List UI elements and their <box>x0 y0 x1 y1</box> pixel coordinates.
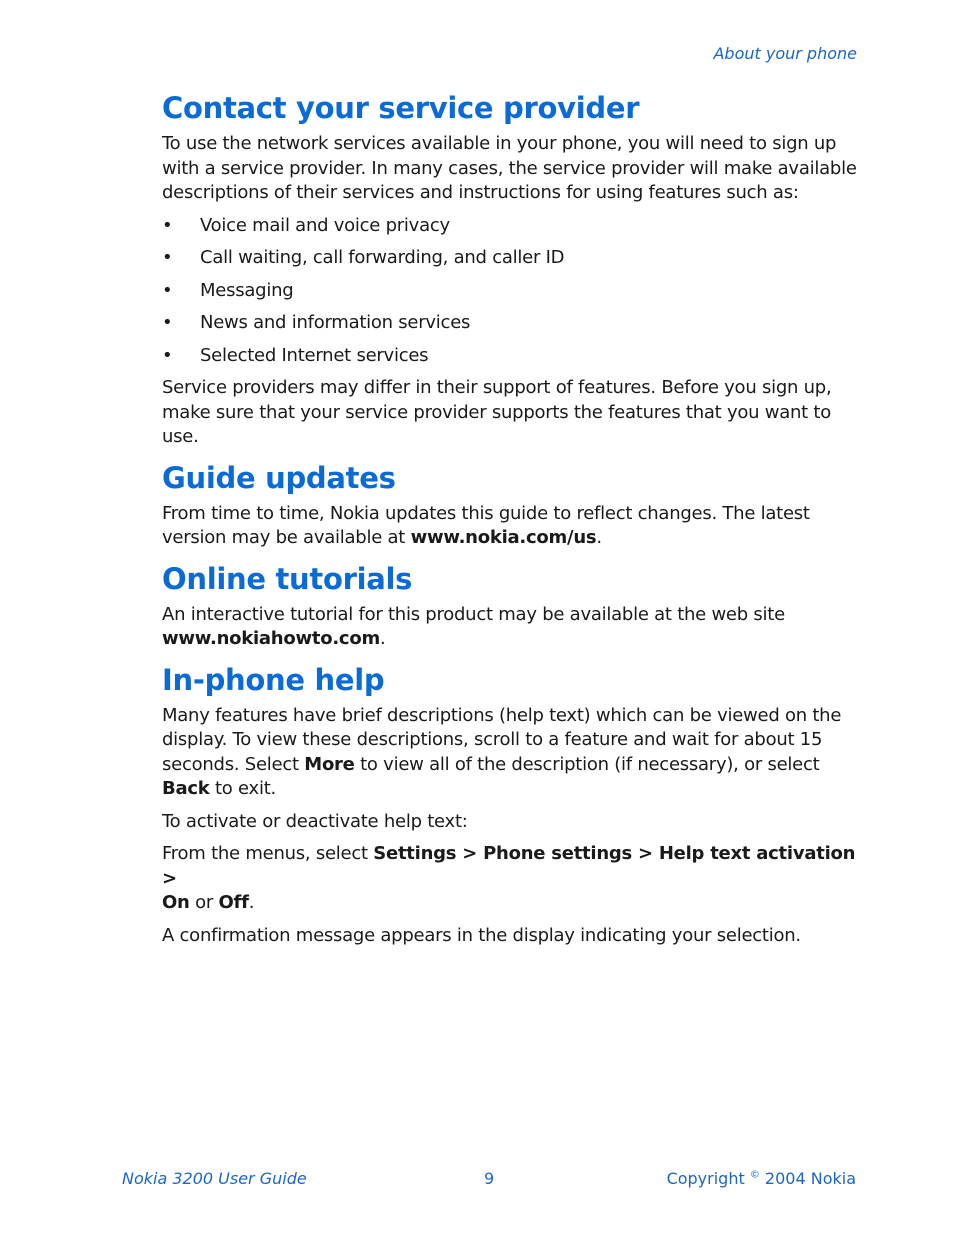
guide-updates-text-part: From time to time, Nokia updates this guide to reflect changes. The latest version may be available at <box>162 502 810 548</box>
section-contact-provider <box>162 88 862 450</box>
menu-path-keyword: Settings > Phone settings > Help text activation > <box>162 843 856 889</box>
list-item: • Voice mail and voice privacy <box>162 214 862 239</box>
menu-path-text: . <box>248 892 255 913</box>
help-text-part: to exit. <box>209 778 276 799</box>
menu-path-text: From the menus, select <box>162 843 374 864</box>
page-content <box>162 88 862 956</box>
section-online-tutorials <box>162 559 862 652</box>
more-keyword: More <box>304 753 355 775</box>
off-keyword: Off <box>218 892 249 913</box>
help-menu-path <box>162 842 862 916</box>
heading-in-phone-help: In-phone help <box>162 662 385 697</box>
guide-updates-text-end: . <box>596 527 602 548</box>
running-header: About your phone <box>713 44 857 63</box>
online-tutorials-text-part: An interactive tutorial for this product may be available at the web site <box>162 603 785 625</box>
heading-guide-updates: Guide updates <box>162 460 396 495</box>
help-description <box>162 704 862 802</box>
copyright-text: Copyright <box>666 1169 750 1188</box>
contact-outro: Service providers may differ in their support of features. Before you sign up, make sure that your service provider supports the features that you want to use. <box>162 377 832 447</box>
online-tutorials-text <box>162 603 862 652</box>
nokia-url-link[interactable]: www.nokia.com/us <box>410 527 597 548</box>
nokiahowto-url-link[interactable]: www.nokiahowto.com <box>162 628 380 649</box>
copyright-symbol: © <box>749 1169 760 1181</box>
section-guide-updates <box>162 458 862 551</box>
menu-path-text: or <box>189 892 219 913</box>
list-item: • Selected Internet services <box>162 344 862 369</box>
section-in-phone-help <box>162 660 862 949</box>
copyright-text: 2004 Nokia <box>759 1169 856 1188</box>
list-item: • Call waiting, call forwarding, and caller ID <box>162 246 862 271</box>
page-number: 9 <box>484 1169 495 1188</box>
help-confirmation: A confirmation message appears in the display indicating your selection. <box>162 924 801 946</box>
help-text-part: Many features have brief descriptions (help text) which can be viewed on the display. To view these descriptions, scroll to a feature and wait for about 15 seconds. Select <box>162 704 842 775</box>
guide-updates-text <box>162 502 862 551</box>
on-keyword: On <box>162 892 190 913</box>
list-item: • Messaging <box>162 279 862 304</box>
footer-guide-title: Nokia 3200 User Guide <box>122 1169 307 1188</box>
heading-contact-provider: Contact your service provider <box>162 91 640 125</box>
footer-copyright <box>667 1169 856 1188</box>
help-activate-intro: To activate or deactivate help text: <box>162 810 468 832</box>
help-text-part: to view all of the description (if necessary), or select <box>354 753 820 775</box>
feature-list <box>162 214 862 369</box>
list-item: • News and information services <box>162 311 862 336</box>
back-keyword: Back <box>162 778 210 799</box>
online-tutorials-text-end: . <box>379 628 386 649</box>
heading-online-tutorials: Online tutorials <box>162 561 413 596</box>
contact-intro: To use the network services available in your phone, you will need to sign up with a service provider. In many cases, the service provider will make available descriptions of their services and instructions for using features such as: <box>162 133 857 203</box>
